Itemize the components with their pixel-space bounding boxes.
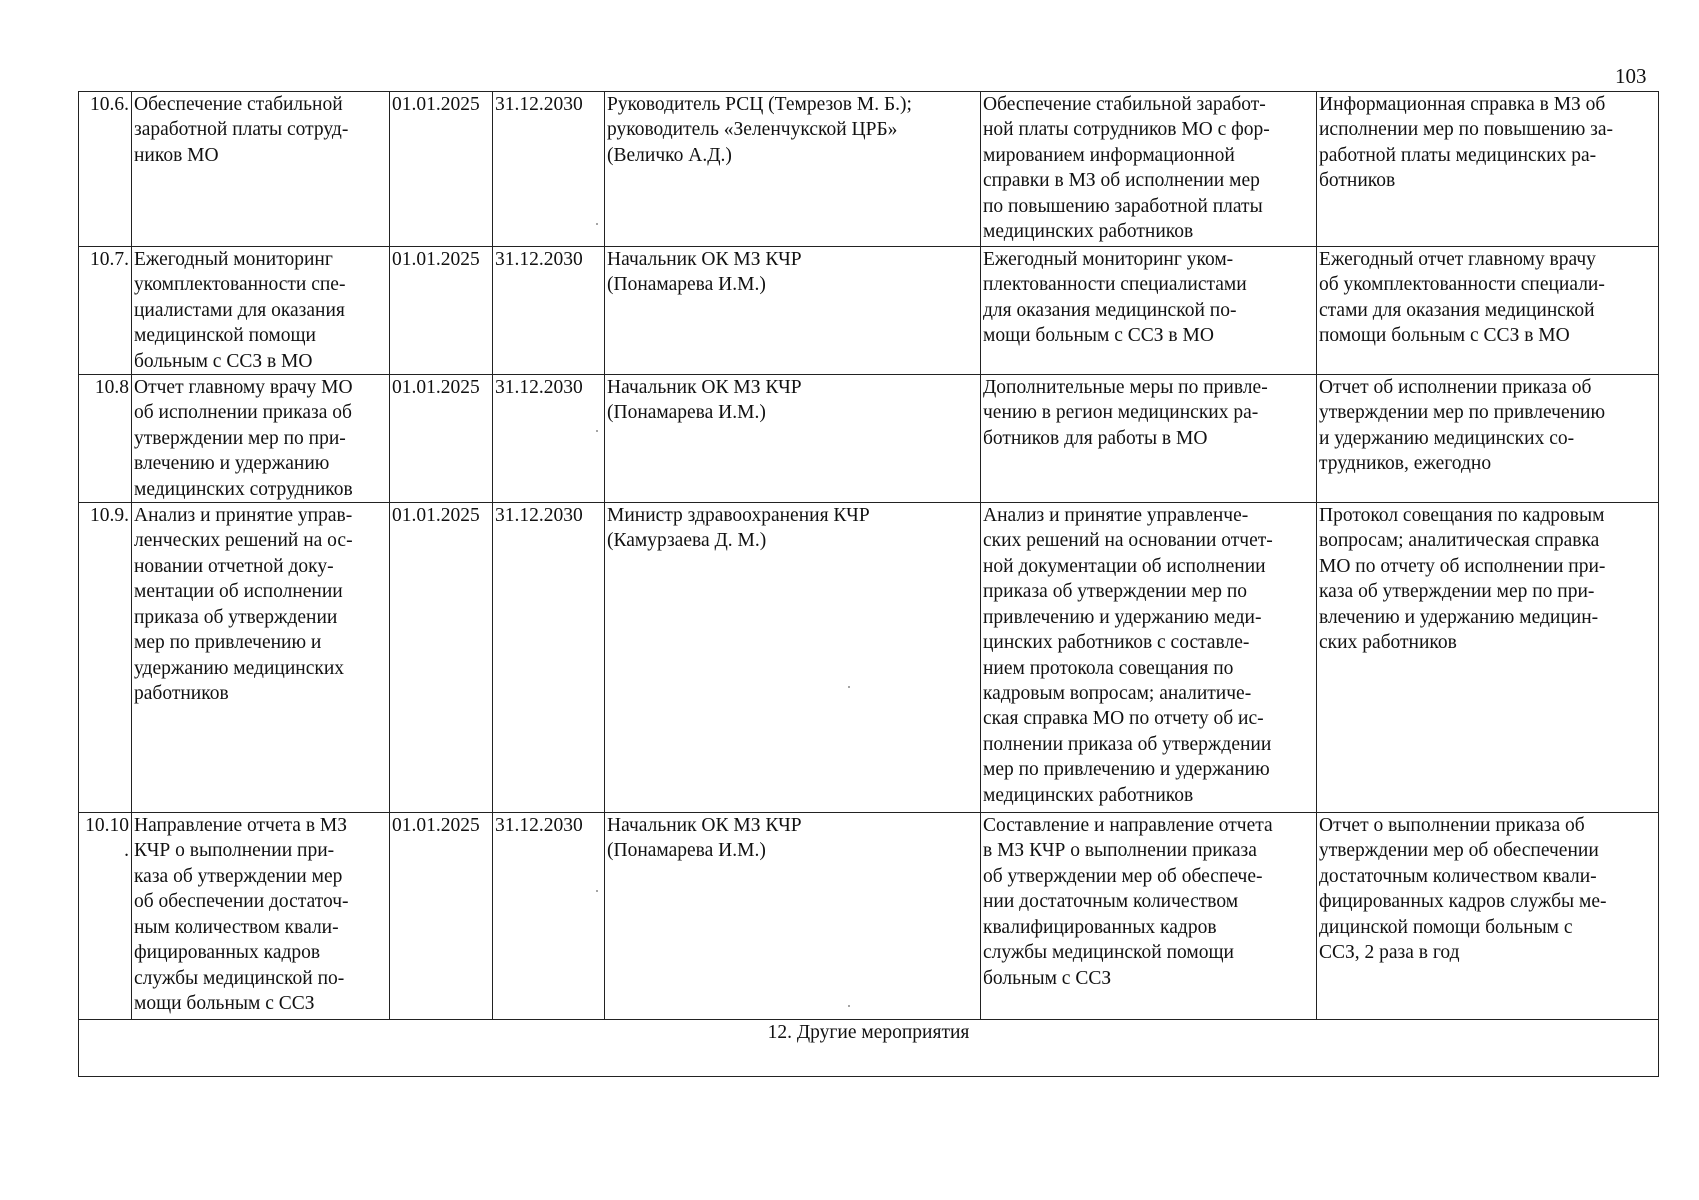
measure-name: Обеспечение стабильной заработной платы сотруд- ников МО bbox=[132, 92, 390, 247]
scan-speck bbox=[596, 223, 598, 225]
scan-speck bbox=[596, 430, 598, 432]
page-number: 103 bbox=[1615, 64, 1647, 88]
start-date: 01.01.2025 bbox=[390, 503, 493, 813]
expected-result: Ежегодный мониторинг уком- плектованности специалистами для оказания медицинской по- мощи больным с ССЗ в МО bbox=[981, 247, 1317, 375]
row-number: 10.7. bbox=[79, 247, 132, 375]
table-row bbox=[79, 375, 1659, 503]
end-date: 31.12.2030 bbox=[493, 375, 605, 503]
section-row bbox=[79, 1020, 1659, 1077]
expected-result: Анализ и принятие управленче- ских решений на основании отчет- ной документации об исполнении приказа об утверждении мер по привлечению и удержанию меди- цинских работников с составле- нием протокола совещания по кадровым вопросам; аналитиче- ская справка МО по отчету об ис- полнении приказа об утверждении мер по привлечению и удержанию медицинских работников bbox=[981, 503, 1317, 813]
row-number: 10.8 bbox=[79, 375, 132, 503]
end-date: 31.12.2030 bbox=[493, 247, 605, 375]
measures-table bbox=[78, 91, 1659, 1077]
start-date: 01.01.2025 bbox=[390, 375, 493, 503]
expected-result: Обеспечение стабильной заработ- ной платы сотрудников МО с фор- мированием информационной справки в МЗ об исполнении мер по повышению заработной платы медицинских работников bbox=[981, 92, 1317, 247]
start-date: 01.01.2025 bbox=[390, 813, 493, 1020]
table-row bbox=[79, 813, 1659, 1020]
section-title: 12. Другие мероприятия bbox=[79, 1020, 1659, 1077]
start-date: 01.01.2025 bbox=[390, 247, 493, 375]
scan-speck bbox=[848, 1005, 850, 1007]
report-form: Протокол совещания по кадровым вопросам; аналитическая справка МО по отчету об исполнении при- каза об утверждении мер по при- влечению и удержанию медицин- ских работников bbox=[1317, 503, 1659, 813]
measure-name: Анализ и принятие управ- ленческих решений на ос- новании отчетной доку- ментации об исполнении приказа об утверждении мер по привлечению и удержанию медицинских работников bbox=[132, 503, 390, 813]
responsible: Начальник ОК МЗ КЧР (Понамарева И.М.) bbox=[605, 375, 981, 503]
row-number: 10.10 . bbox=[79, 813, 132, 1020]
measure-name: Отчет главному врачу МО об исполнении приказа об утверждении мер по при- влечению и удержанию медицинских сотрудников bbox=[132, 375, 390, 503]
row-number: 10.6. bbox=[79, 92, 132, 247]
measure-name: Направление отчета в МЗ КЧР о выполнении при- каза об утверждении мер об обеспечении достаточ- ным количеством квали- фицированных кадров службы медицинской по- мощи больным с ССЗ bbox=[132, 813, 390, 1020]
end-date: 31.12.2030 bbox=[493, 503, 605, 813]
measure-name: Ежегодный мониторинг укомплектованности спе- циалистами для оказания медицинской помощи больным с ССЗ в МО bbox=[132, 247, 390, 375]
scan-speck bbox=[848, 686, 850, 688]
table-row bbox=[79, 503, 1659, 813]
responsible: Начальник ОК МЗ КЧР (Понамарева И.М.) bbox=[605, 247, 981, 375]
responsible: Министр здравоохранения КЧР (Камурзаева Д. М.) bbox=[605, 503, 981, 813]
expected-result: Составление и направление отчета в МЗ КЧР о выполнении приказа об утверждении мер об обеспече- нии достаточным количеством квалифицированных кадров службы медицинской помощи больным с ССЗ bbox=[981, 813, 1317, 1020]
report-form: Отчет об исполнении приказа об утверждении мер по привлечению и удержанию медицинских со- трудников, ежегодно bbox=[1317, 375, 1659, 503]
row-number: 10.9. bbox=[79, 503, 132, 813]
table-row bbox=[79, 92, 1659, 247]
start-date: 01.01.2025 bbox=[390, 92, 493, 247]
report-form: Отчет о выполнении приказа об утверждении мер об обеспечении достаточным количеством квали- фицированных кадров службы ме- дицинской помощи больным с ССЗ, 2 раза в год bbox=[1317, 813, 1659, 1020]
end-date: 31.12.2030 bbox=[493, 92, 605, 247]
scan-speck bbox=[596, 890, 598, 892]
report-form: Ежегодный отчет главному врачу об укомплектованности специали- стами для оказания медицинской помощи больным с ССЗ в МО bbox=[1317, 247, 1659, 375]
responsible: Руководитель РСЦ (Темрезов М. Б.); руководитель «Зеленчукской ЦРБ» (Величко А.Д.) bbox=[605, 92, 981, 247]
end-date: 31.12.2030 bbox=[493, 813, 605, 1020]
responsible: Начальник ОК МЗ КЧР (Понамарева И.М.) bbox=[605, 813, 981, 1020]
table-row bbox=[79, 247, 1659, 375]
expected-result: Дополнительные меры по привле- чению в регион медицинских ра- ботников для работы в МО bbox=[981, 375, 1317, 503]
report-form: Информационная справка в МЗ об исполнении мер по повышению за- работной платы медицинских ра- ботников bbox=[1317, 92, 1659, 247]
